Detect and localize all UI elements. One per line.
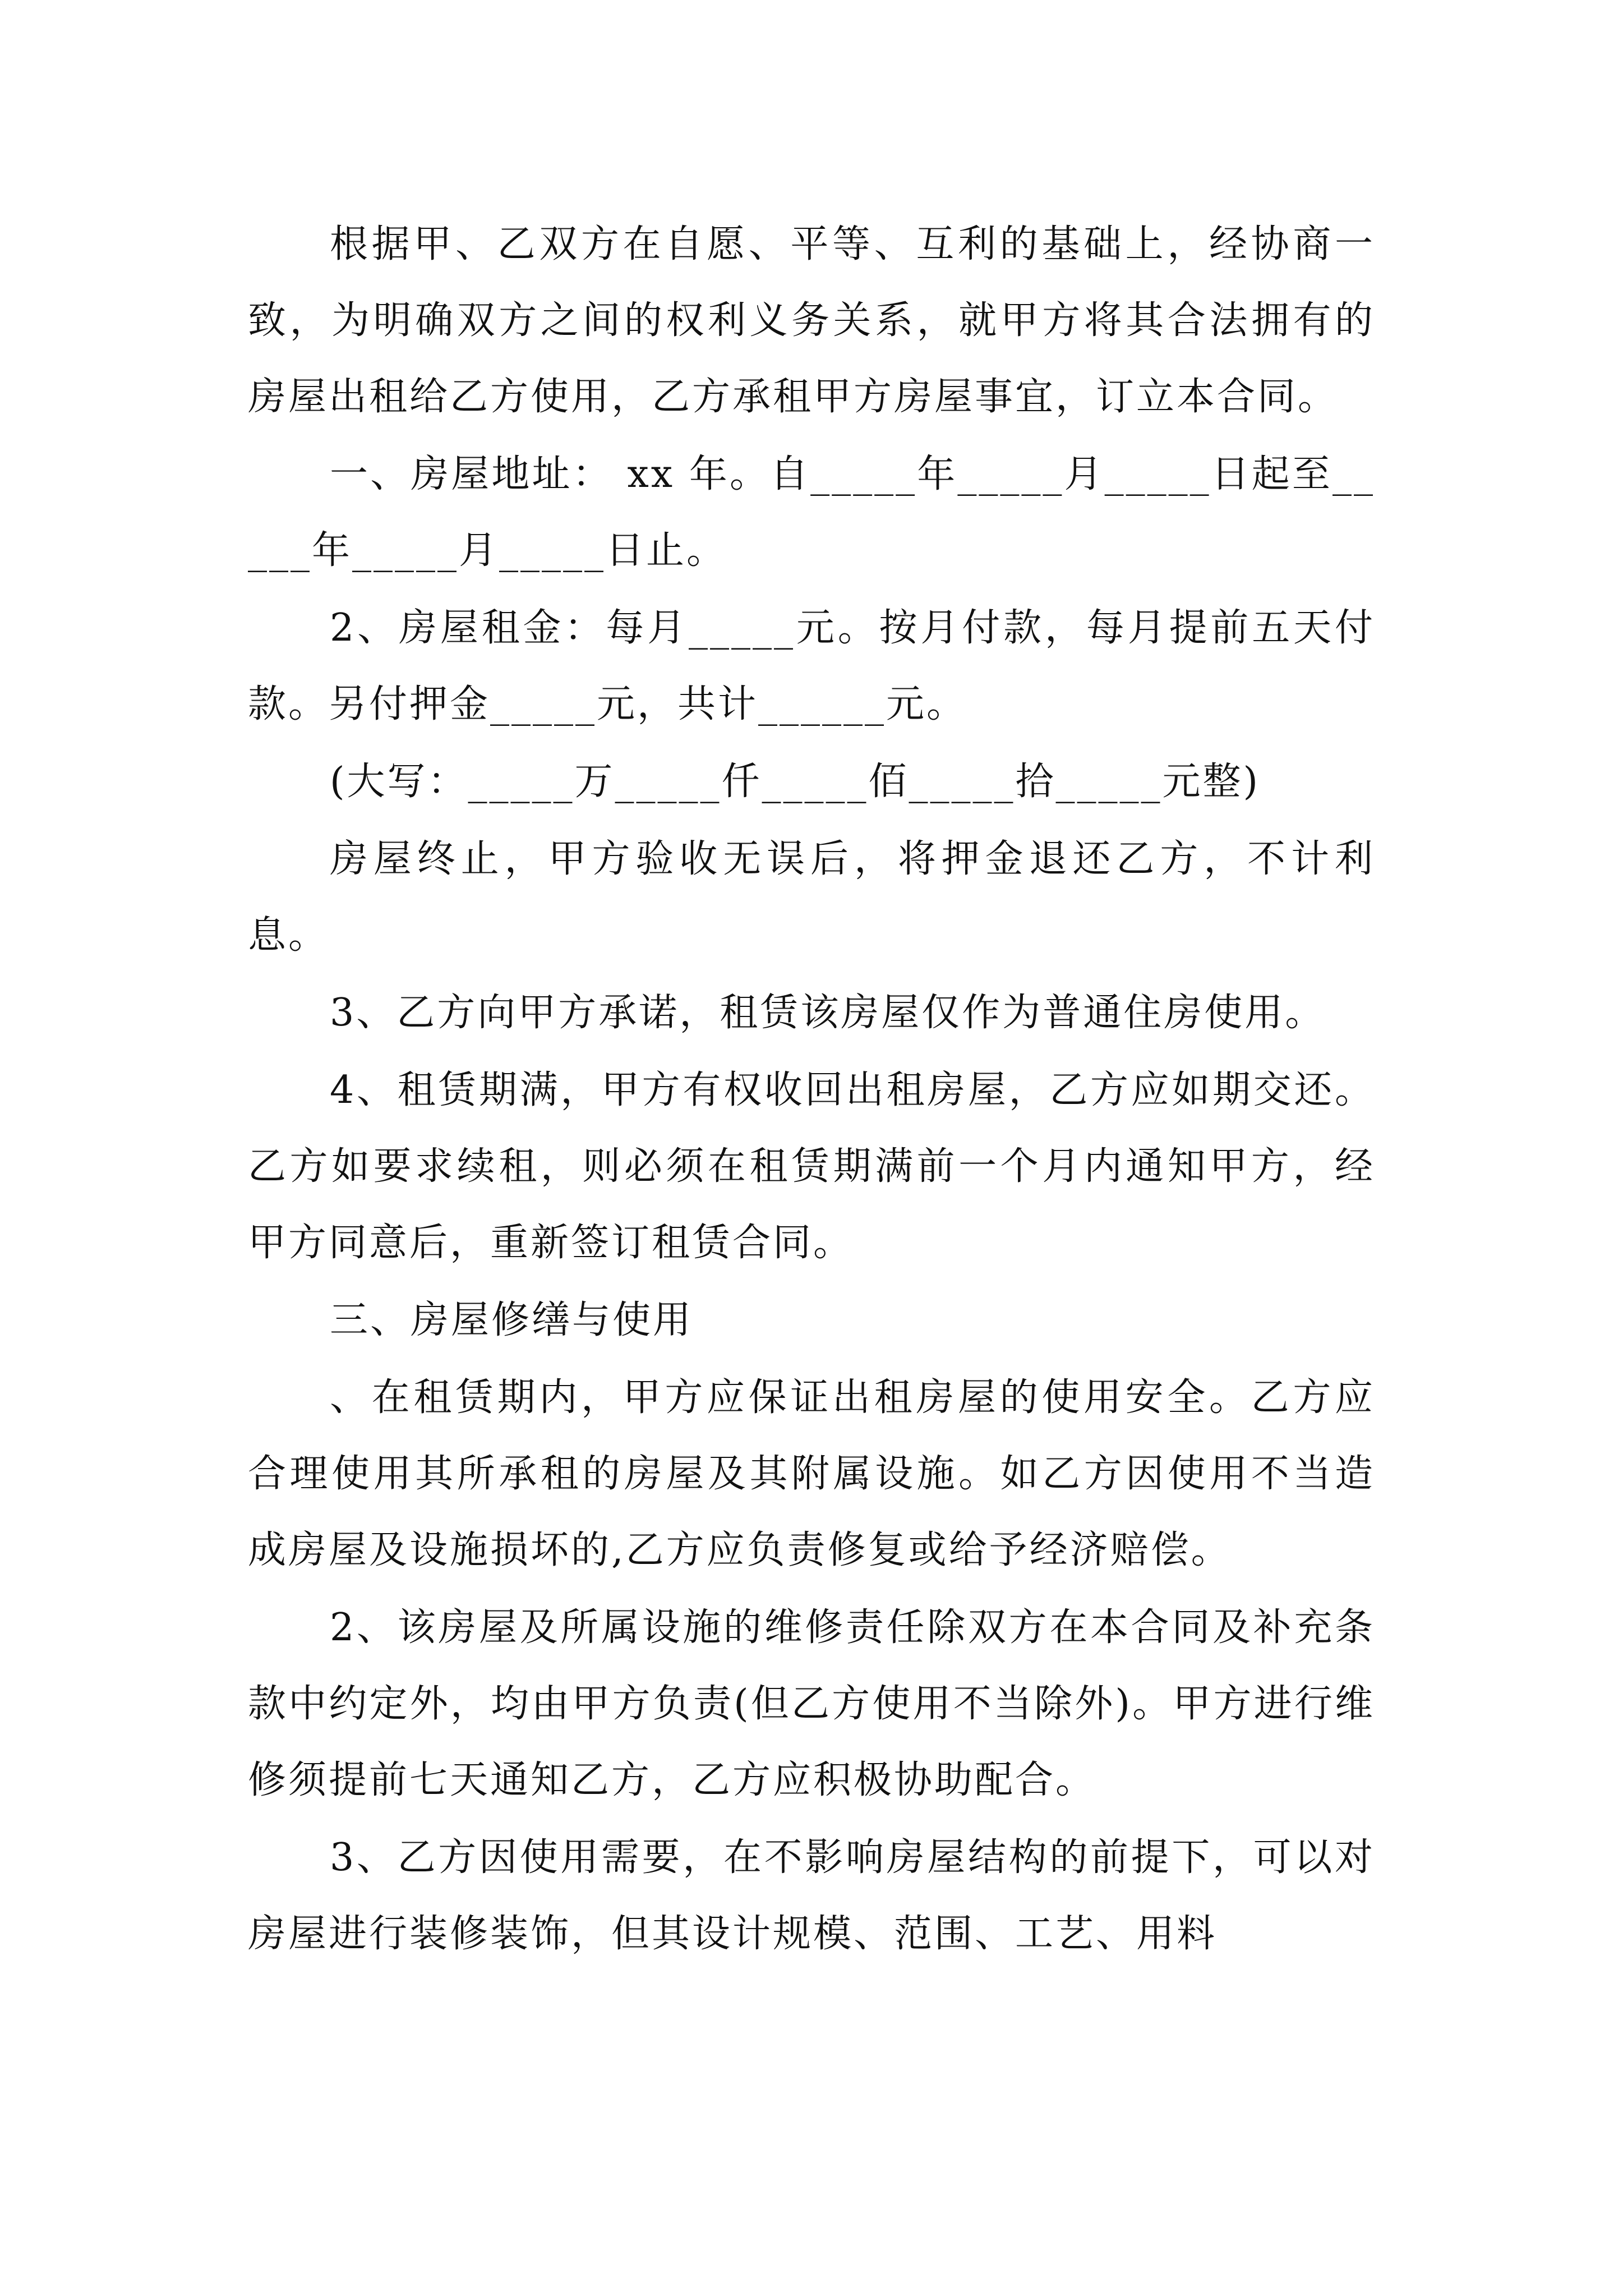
paragraph-deposit-refund: 房屋终止，甲方验收无误后，将押金退还乙方，不计利息。 xyxy=(248,837,1375,958)
paragraph-lease-expiry: 4、租赁期满，甲方有权收回出租房屋，乙方应如期交还。乙方如要求续租，则必须在租赁期满前一个月内通知甲方，经甲方同意后，重新签订租赁合同。 xyxy=(248,1068,1375,1265)
paragraph-usage-promise: 3、乙方向甲方承诺，租赁该房屋仅作为普通住房使用。 xyxy=(330,991,1326,1035)
section-heading-repair: 三、房屋修缮与使用 xyxy=(330,1298,694,1342)
paragraph-address-term: 一、房屋地址： xx 年。自_____年_____月_____日起至_____年_____月_____日止。 xyxy=(248,452,1375,573)
paragraph-amount-in-words: (大写：_____万_____仟_____佰_____拾_____元整) xyxy=(330,760,1261,804)
document-body xyxy=(248,206,1375,1973)
paragraph-safety: 、在租赁期内，甲方应保证出租房屋的使用安全。乙方应合理使用其所承租的房屋及其附属设施。如乙方因使用不当造成房屋及设施损坏的,乙方应负责修复或给予经济赔偿。 xyxy=(248,1375,1375,1572)
paragraph-decoration: 3、乙方因使用需要，在不影响房屋结构的前提下，可以对房屋进行装修装饰，但其设计规模、范围、工艺、用料 xyxy=(248,1835,1375,1956)
paragraph-preamble: 根据甲、乙双方在自愿、平等、互利的基础上，经协商一致，为明确双方之间的权利义务关系，就甲方将其合法拥有的房屋出租给乙方使用，乙方承租甲方房屋事宜，订立本合同。 xyxy=(248,222,1375,419)
paragraph-maintenance: 2、该房屋及所属设施的维修责任除双方在本合同及补充条款中约定外，均由甲方负责(但乙方使用不当除外)。甲方进行维修须提前七天通知乙方，乙方应积极协助配合。 xyxy=(248,1605,1375,1802)
paragraph-rent: 2、房屋租金：每月_____元。按月付款，每月提前五天付款。另付押金_____元，共计______元。 xyxy=(248,606,1375,726)
